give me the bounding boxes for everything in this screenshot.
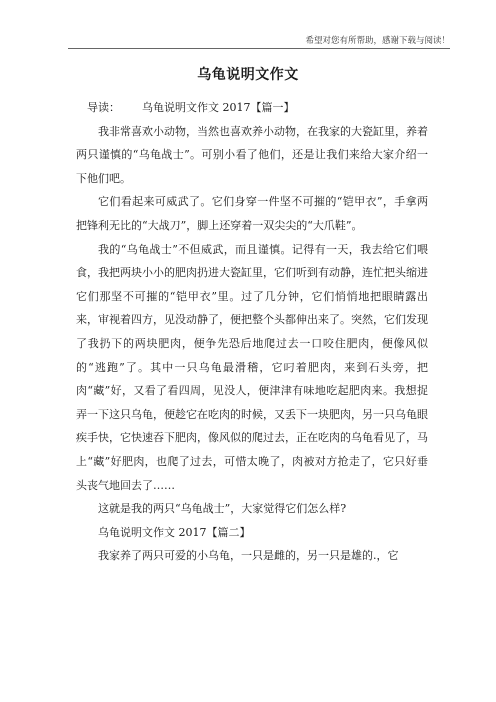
paragraph-1: 我非常喜欢小动物，当然也喜欢养小动物，在我家的大瓷缸里，养着两只谨慎的“乌龟战士”。可别小看了他们，还是让我们来给大家介绍一下他们吧。 bbox=[76, 124, 428, 185]
document-body bbox=[76, 96, 428, 568]
paragraph-4: 这就是我的两只“乌龟战士”，大家觉得它们怎么样? bbox=[98, 502, 347, 516]
document-title: 乌龟说明文作文 bbox=[197, 67, 299, 83]
paragraph-2: 它们看起来可威武了。它们身穿一件坚不可摧的“铠甲衣”，手拿两把锋利无比的“大战刀”，脚上还穿着一双尖尖的“大爪鞋”。 bbox=[76, 195, 428, 232]
intro-label: 导读： bbox=[87, 101, 120, 114]
intro-line bbox=[76, 96, 428, 120]
section2-paragraph-1: 我家养了两只可爱的小乌龟，一只是雌的，另一只是雄的.，它 bbox=[98, 549, 399, 563]
section-heading-1: 乌龟说明文作文 2017【篇一】 bbox=[142, 101, 295, 114]
header-note: 希望对您有所帮助，感谢下载与阅读！ bbox=[305, 36, 450, 46]
section-heading-2: 乌龟说明文作文 2017【篇二】 bbox=[98, 525, 251, 539]
header-rule bbox=[68, 48, 450, 49]
paragraph-3: 我的“乌龟战士”不但威武，而且谨慎。记得有一天，我去给它们喂食，我把两块小小的肥肉扔进大瓷缸里，它们听到有动静，连忙把头缩进它们那坚不可摧的“铠甲衣”里。过了几分钟，它们悄悄地把眼睛露出来，审视着四方，见没动静了，便把整个头都伸出来了。突然，它们发现了我扔下的两块肥肉，便争先恐后地爬过去一口咬住肥肉，便像风似的“逃跑”了。其中一只乌龟最滑稽，它叼着肥肉，来到石头旁，把肉“藏”好，又看了看四周，见没人，便津津有味地吃起肥肉来。我想捉弄一下这只乌龟，便趁它在吃肉的时候，又丢下一块肥肉，另一只乌龟眼疾手快，它快速吞下肥肉，像风似的爬过去，正在吃肉的乌龟看见了，马上“藏”好肥肉，也爬了过去，可惜太晚了，肉被对方抢走了，它只好垂头丧气地回去了…… bbox=[76, 242, 428, 492]
